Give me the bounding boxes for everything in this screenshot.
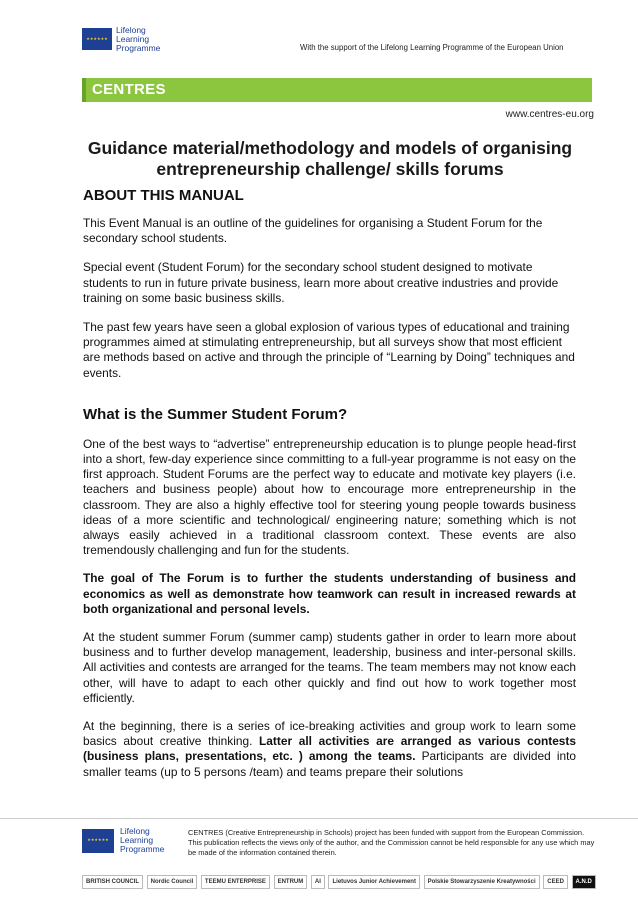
logo-line: Programme xyxy=(116,43,161,53)
page-header xyxy=(0,0,638,70)
eu-flag-icon: ★★★★★★ xyxy=(82,28,112,50)
text-run-bold: Latter all activities are arranged as various contests (business plans, presentations, etc. ) among the teams. xyxy=(83,734,576,764)
website-url: www.centres-eu.org xyxy=(505,109,594,120)
heading-about: ABOUT THIS MANUAL xyxy=(83,187,244,204)
partner-logo-nordic: Nordic Council xyxy=(147,875,198,889)
page-footer xyxy=(0,818,638,903)
text-run: At the beginning, there is a series of ice-breaking activities and group work to learn some basics about creative thinking. xyxy=(83,719,576,749)
partner-logo-ja-lithuania: Lietuvos Junior Achievement xyxy=(328,875,419,889)
text-run: Participants are divided into smaller teams (up to 5 persons /team) and teams prepare their solutions xyxy=(83,749,576,779)
logo-line: Lifelong xyxy=(120,826,150,836)
funding-disclaimer: CENTRES (Creative Entrepreneurship in Schools) project has been funded with support from the European Commission. This publication reflects the views only of the author, and the Commission cannot be held responsible for any use which may be made of the information contained therein. xyxy=(188,828,595,857)
partner-logos xyxy=(82,871,596,893)
support-text: With the support of the Lifelong Learning Programme of the European Union xyxy=(300,43,564,52)
eu-flag-icon: ★★★★★★ xyxy=(82,829,114,853)
heading-forum: What is the Summer Student Forum? xyxy=(83,405,348,423)
lifelong-learning-logo xyxy=(82,26,160,53)
document-body xyxy=(83,186,576,780)
document-title: Guidance material/methodology and models of organising entrepreneurship challenge/ skills forums xyxy=(87,138,573,179)
partner-logo-polskie: Polskie Stowarzyszenie Kreatywności xyxy=(424,875,540,889)
partner-logo-british-council: BRITISH COUNCIL xyxy=(82,875,143,889)
paragraph: At the student summer Forum (summer camp) students gather in order to learn more about business and to further develop management, leadership, business and inter-personal skills. All activities and contests are arranged for the teams. The team members may not know each other, will have to adapt to each other quickly and find out how to work together most efficiently. xyxy=(83,630,576,705)
paragraph-bold: The goal of The Forum is to further the students understanding of business and economics as well as demonstrate how teamwork can result in increased rewards at both organizational and personal levels. xyxy=(83,571,576,616)
partner-logo-teemu: TEEMU ENTERPRISE xyxy=(201,875,270,889)
paragraph: This Event Manual is an outline of the guidelines for organising a Student Forum for the secondary school students. xyxy=(83,216,543,246)
paragraph: One of the best ways to “advertise” entrepreneurship education is to plunge people head-first into a short, few-day experience since committing to a full-year programme is not easy on the first approach. Student Forums are the perfect way to educate and motivate key players (i.e. teachers and business people) about how to encourage more entrepreneurship in the classroom. They are also a highly effective tool for steering young people towards business ideas of a more scientific and technological/ engineering nature; something which is not always easily achieved in a traditional classroom context. These events are also tremendously challenging and fun for the students. xyxy=(83,436,576,558)
logo-line: Learning xyxy=(116,34,150,44)
banner-title: CENTRES xyxy=(92,81,166,98)
partner-logo-and: A.N.D xyxy=(572,875,596,889)
logo-line: Lifelong xyxy=(116,25,146,35)
lifelong-learning-logo xyxy=(82,827,164,854)
logo-line: Learning xyxy=(120,835,154,845)
paragraph xyxy=(83,719,576,780)
centres-banner xyxy=(82,78,592,102)
partner-logo-ai: AI xyxy=(311,875,325,889)
partner-logo-ceed: CEED xyxy=(543,875,568,889)
paragraph: The past few years have seen a global explosion of various types of educational and training programmes aimed at stimulating entrepreneurship, but all surveys show that most efficient are methods based on active and through the principle of “Learning by Doing” techniques and events. xyxy=(83,320,575,380)
logo-line: Programme xyxy=(120,844,165,854)
paragraph: Special event (Student Forum) for the secondary school student designed to motivate students to run in future private business, learn more about creative industries and provide training on some basic business skills. xyxy=(83,260,559,305)
partner-logo-entrum: ENTRUM xyxy=(274,875,308,889)
